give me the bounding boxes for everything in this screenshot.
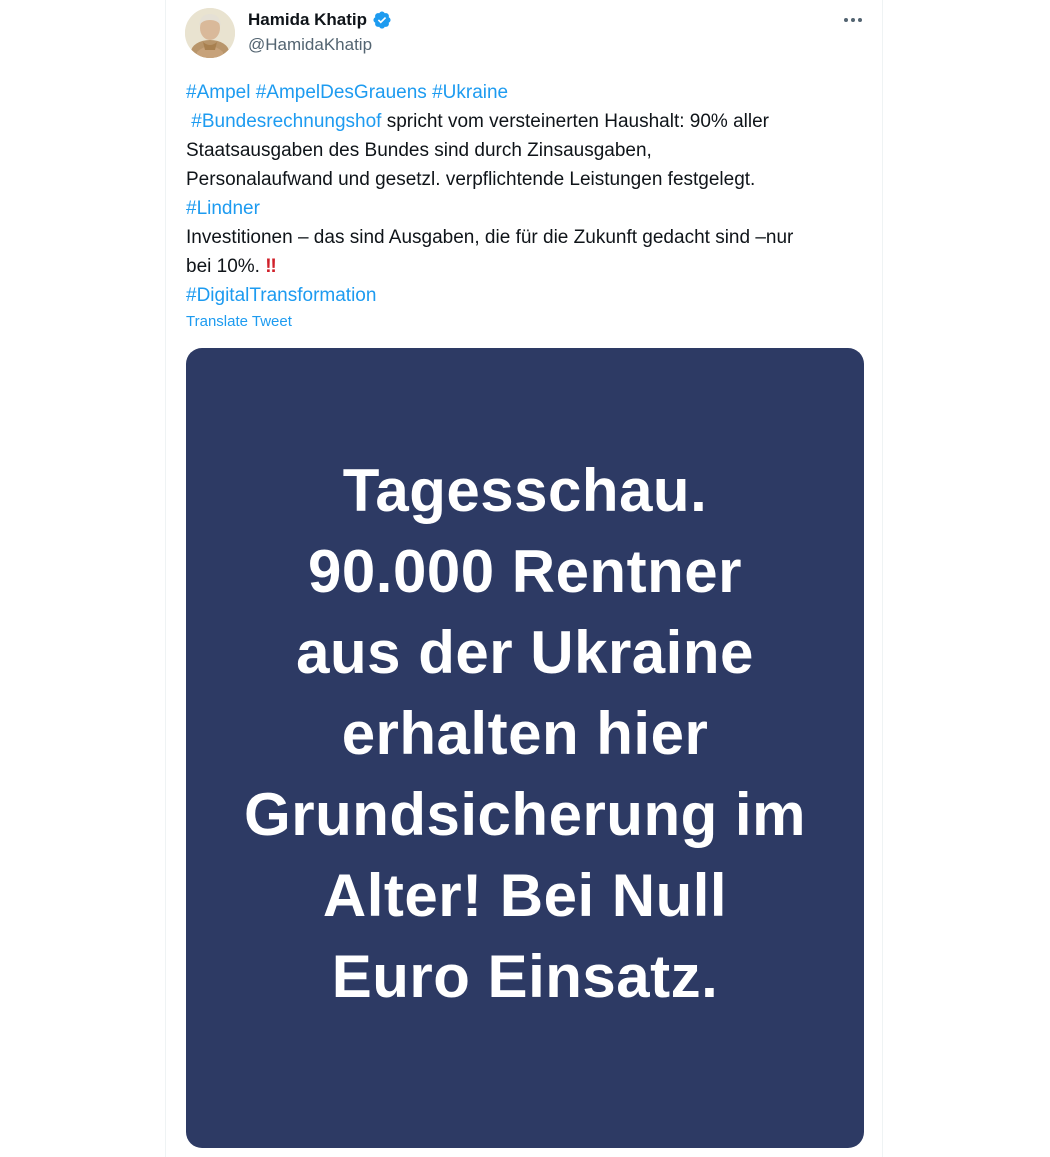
tweet-line-2 (186, 107, 876, 136)
hashtag-link[interactable]: #Ampel (186, 82, 251, 103)
image-text-line: Euro Einsatz. (331, 943, 719, 1010)
author-name[interactable]: Hamida Khatip (248, 10, 368, 29)
tweet-line-8 (186, 281, 876, 310)
author-handle[interactable]: @HamidaKhatip (248, 35, 373, 54)
tweet-line-5 (186, 194, 876, 223)
hashtag-link[interactable]: #Bundesrechnungshof (191, 111, 382, 132)
avatar[interactable] (185, 8, 235, 58)
hashtag-link[interactable]: #DigitalTransformation (186, 285, 377, 306)
image-text-line: Grundsicherung im (244, 781, 806, 848)
image-text-line: 90.000 Rentner (308, 538, 742, 605)
tweet-line-6: Investitionen – das sind Ausgaben, die für die Zukunft gedacht sind –nur (186, 227, 794, 248)
more-dot-icon (844, 18, 848, 22)
tweet-line-4: Personalaufwand und gesetzl. verpflichtende Leistungen festgelegt. (186, 169, 756, 190)
tweet-line-1 (186, 78, 876, 107)
tweet-line-2-text: spricht vom versteinerten Haushalt: 90% aller (381, 111, 769, 132)
author-name-row (248, 9, 392, 31)
image-text-line: Tagesschau. (342, 457, 708, 524)
tweet-line-7 (186, 252, 876, 281)
tweet-image[interactable] (186, 348, 864, 1148)
avatar-portrait-icon (185, 8, 235, 58)
image-text-line: erhalten hier (341, 700, 709, 767)
tweet-line-7-text: bei 10%. (186, 256, 260, 277)
more-options-button[interactable] (838, 8, 868, 32)
verified-badge-icon (372, 10, 392, 30)
hashtag-link[interactable]: #AmpelDesGrauens (255, 82, 427, 103)
more-dot-icon (858, 18, 862, 22)
double-exclamation-emoji: ‼ (265, 256, 274, 277)
translate-tweet-link[interactable]: Translate Tweet (186, 313, 292, 330)
tweet-text (186, 78, 876, 310)
hashtag-link[interactable]: #Ukraine (432, 82, 509, 103)
image-text-line: aus der Ukraine (296, 619, 754, 686)
tweet-line-3: Staatsausgaben des Bundes sind durch Zinsausgaben, (186, 140, 652, 161)
image-text-line: Alter! Bei Null (322, 862, 728, 929)
more-dot-icon (851, 18, 855, 22)
hashtag-link[interactable]: #Lindner (186, 198, 260, 219)
image-text (186, 450, 864, 1017)
